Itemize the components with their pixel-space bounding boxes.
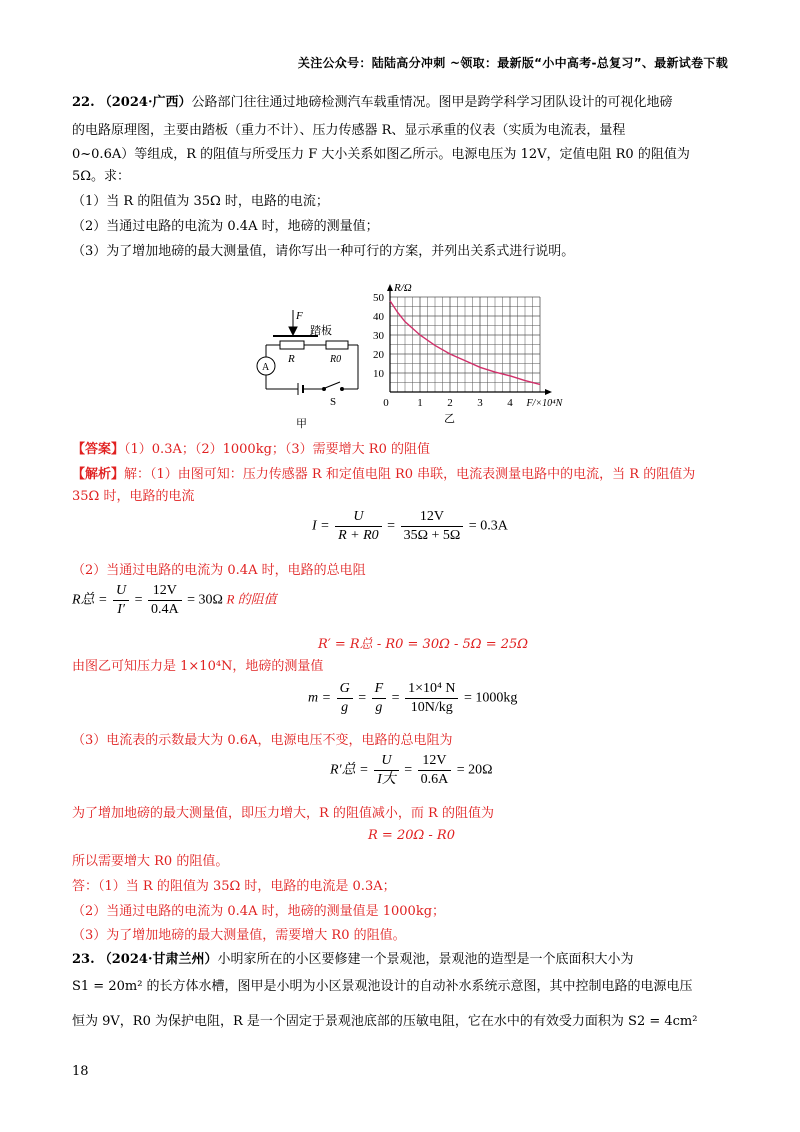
q23-line-2: S1 = 20m² 的长方体水槽，图甲是小明为小区景观池设计的自动补水系统示意图，其中控制电路的电源电压 bbox=[72, 979, 693, 994]
equation-4: m = $\frac{G}{g}$ = $\frac{F}{g}$ = $\frac{\text{1×10⁴ N}}{10N/kg}$ = 1000kg bbox=[308, 681, 518, 715]
eq4-rhs: = 1000kg bbox=[463, 690, 518, 706]
eq4-den1: g bbox=[341, 700, 349, 715]
eq5-num1: U bbox=[374, 752, 399, 771]
y-tick-label: 40 bbox=[373, 311, 384, 323]
eq5-equals: = bbox=[404, 762, 413, 778]
x-axis-arrow bbox=[545, 389, 552, 395]
eq1-num2: 12V bbox=[401, 508, 464, 527]
analysis-part-4: （3）电流表的示数最大为 0.6A，电源电压不变，电路的总电阻为 bbox=[72, 733, 453, 748]
final-answer-2: （2）当通过电路的电流为 0.4A 时，地磅的测量值是 1000kg； bbox=[72, 904, 446, 919]
eq4-num1: G bbox=[337, 680, 353, 699]
y-tick-label: 10 bbox=[373, 368, 384, 380]
chart-caption: 乙 bbox=[444, 413, 455, 425]
q22-part-2: （2）当通过电路的电流为 0.4A 时，地磅的测量值； bbox=[72, 219, 379, 234]
q23-source: （2024·甘肃兰州） bbox=[98, 952, 218, 967]
circuit-caption: 甲 bbox=[296, 418, 307, 430]
q22-part-1: （1）当 R 的阻值为 35Ω 时，电路的电流； bbox=[72, 194, 329, 209]
eq5-rhs: = 20Ω bbox=[456, 762, 493, 778]
eq1-lhs: I = bbox=[312, 518, 330, 534]
page-number: 18 bbox=[72, 1064, 89, 1079]
page-header: 关注公众号：陆陆高分冲刺 ~领取：最新版“小中高考-总复习”、最新试卷下载 bbox=[297, 56, 728, 70]
eq5-lhs: R′总 = bbox=[330, 762, 369, 778]
q22-line-2: 的电路原理图，主要由踏板（重力不计）、压力传感器 R、显示承重的仪表（实质为电流表，量程 bbox=[72, 123, 626, 138]
analysis-text-1: 解：（1）由图可知：压力传感器 R 和定值电阻 R0 串联，电流表测量电路中的电流，当 R 的阻值为 bbox=[124, 467, 696, 482]
final-answer-3: （3）为了增加地磅的最大测量值，需要增大 R0 的阻值。 bbox=[72, 928, 406, 943]
equation-2 bbox=[72, 582, 277, 619]
answer-line bbox=[72, 440, 430, 460]
circuit-switch-label: S bbox=[330, 396, 337, 408]
circuit-r-label: R bbox=[288, 353, 295, 365]
analysis-part-3: 由图乙可知压力是 1×10⁴N，地磅的测量值 bbox=[72, 659, 324, 674]
q23-line-1 bbox=[72, 950, 634, 970]
eq1-den2: 35Ω + 5Ω bbox=[403, 528, 461, 543]
q22-source: （2024·广西） bbox=[98, 95, 192, 110]
circuit-pedal-label: 踏板 bbox=[310, 325, 332, 337]
answer-label: 【答案】 bbox=[72, 442, 125, 457]
x-tick-label: 3 bbox=[477, 397, 483, 409]
eq5-den2: 0.6A bbox=[420, 772, 449, 787]
equation-6: R = 20Ω - R0 bbox=[368, 828, 455, 843]
q23-number: 23. bbox=[72, 952, 95, 967]
eq4-num2: F bbox=[372, 680, 387, 699]
eq4-num3: 1×10⁴ N bbox=[405, 680, 458, 699]
x-tick-label: 1 bbox=[417, 397, 423, 409]
eq1-den1: R + R0 bbox=[338, 528, 379, 543]
ammeter-icon: A bbox=[262, 362, 270, 373]
y-axis-label: R/Ω bbox=[394, 282, 412, 294]
answer-text: （1）0.3A；（2）1000kg；（3）需要增大 R0 的阻值 bbox=[124, 442, 430, 457]
x-tick-label: 4 bbox=[507, 397, 513, 409]
eq1-equals: = bbox=[387, 518, 396, 534]
y-tick-label: 30 bbox=[373, 330, 384, 342]
analysis-line-2: 35Ω 时，电路的电流 bbox=[72, 489, 195, 504]
eq5-num2: 12V bbox=[418, 752, 452, 771]
analysis-line-1 bbox=[72, 465, 695, 485]
eq4-den3: 10N/kg bbox=[410, 700, 453, 715]
eq4-den2: g bbox=[375, 700, 383, 715]
q22-line-3: 0~0.6A）等组成，R 的阻值与所受压力 F 大小关系如图乙所示。电源电压为 12V，定值电阻 R0 的阻值为 bbox=[72, 147, 690, 162]
circuit-r0-label: R0 bbox=[330, 354, 342, 365]
q22-line-4: 5Ω。求： bbox=[72, 169, 131, 184]
r-f-chart bbox=[360, 262, 563, 425]
eq2-tail: R 的阻值 bbox=[226, 591, 277, 607]
eq1-num1: U bbox=[335, 508, 382, 527]
eq2-num1: U bbox=[113, 582, 129, 601]
eq2-rhs: = 30Ω bbox=[187, 592, 223, 608]
eq2-den1: I′ bbox=[117, 602, 125, 617]
analysis-part-5: 为了增加地磅的最大测量值，即压力增大，R 的阻值减小，而 R 的阻值为 bbox=[72, 806, 494, 821]
x-axis-label: F/×10⁴N bbox=[526, 398, 563, 409]
q22-part-3: （3）为了增加地磅的最大测量值，请你写出一种可行的方案，并列出关系式进行说明。 bbox=[72, 244, 575, 259]
q22-number: 22. bbox=[72, 95, 95, 110]
eq2-num2: 12V bbox=[148, 582, 182, 601]
q22-text-1: 公路部门往往通过地磅检测汽车载重情况。图甲是跨学科学习团队设计的可视化地磅 bbox=[191, 95, 673, 110]
q22-line-1 bbox=[72, 93, 673, 113]
circuit-diagram bbox=[248, 305, 368, 435]
y-tick-label: 50 bbox=[373, 292, 384, 304]
y-axis-arrow bbox=[387, 284, 393, 291]
x-tick-label: 0 bbox=[383, 397, 389, 409]
final-answer-1: 答：（1）当 R 的阻值为 35Ω 时，电路的电流是 0.3A； bbox=[72, 879, 396, 894]
y-tick-label: 20 bbox=[373, 349, 384, 361]
x-tick-label: 2 bbox=[447, 397, 453, 409]
eq2-lhs: R总 = bbox=[72, 592, 108, 608]
equation-3: R′ = R总 - R0 = 30Ω - 5Ω = 25Ω bbox=[318, 637, 529, 652]
analysis-part-2: （2）当通过电路的电流为 0.4A 时，电路的总电阻 bbox=[72, 563, 366, 578]
eq2-equals: = bbox=[134, 592, 143, 608]
equation-5 bbox=[330, 752, 493, 789]
analysis-label: 【解析】 bbox=[72, 467, 125, 482]
eq2-den2: 0.4A bbox=[151, 602, 179, 617]
circuit-force-label: F bbox=[296, 310, 303, 322]
eq1-rhs: = 0.3A bbox=[468, 518, 508, 534]
q23-text-1: 小明家所在的小区要修建一个景观池，景观池的造型是一个底面积大小为 bbox=[217, 952, 634, 967]
eq5-den1: I大 bbox=[377, 772, 396, 787]
eq4-lhs: m = bbox=[308, 690, 332, 706]
equation-1 bbox=[312, 508, 508, 545]
analysis-part-6: 所以需要增大 R0 的阻值。 bbox=[72, 854, 229, 869]
q23-line-3: 恒为 9V，R0 为保护电阻，R 是一个固定于景观池底部的压敏电阻，它在水中的有效受力面积为 S2 = 4cm² bbox=[72, 1014, 698, 1029]
